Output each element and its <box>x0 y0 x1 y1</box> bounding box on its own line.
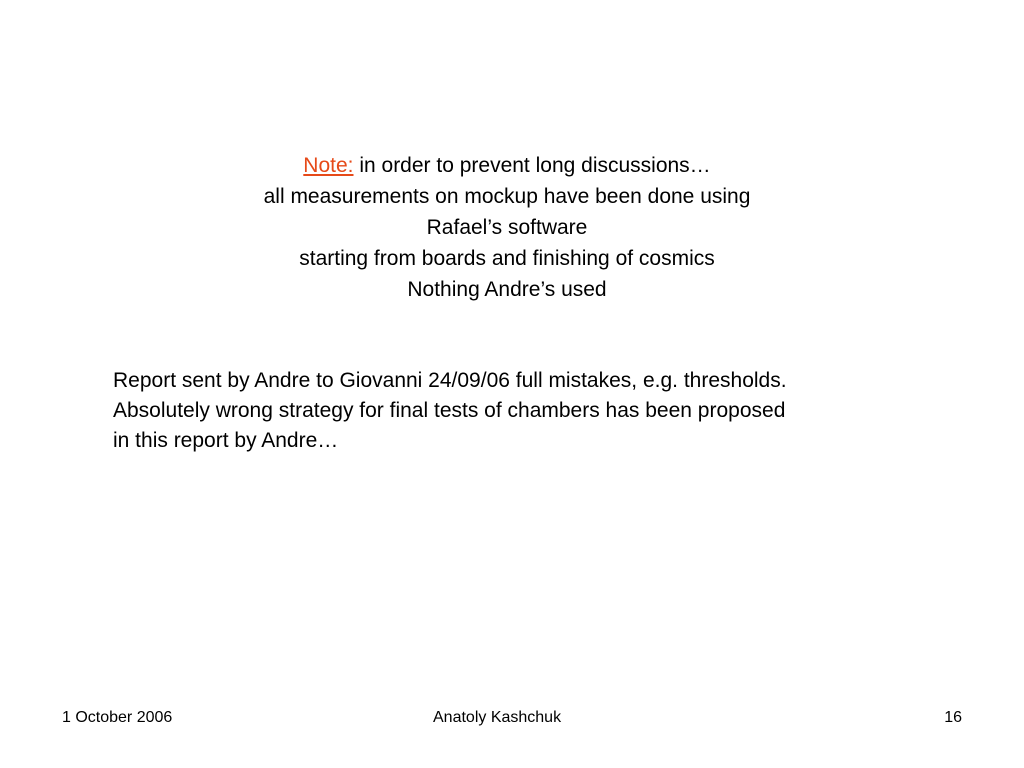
footer-page-number: 16 <box>944 709 962 726</box>
note-line-1 <box>112 150 902 181</box>
note-line-5: Nothing Andre’s used <box>407 278 607 301</box>
report-line-2: Absolutely wrong strategy for final tests of chambers has been proposed <box>113 399 786 422</box>
report-block <box>113 366 973 456</box>
note-label: Note: <box>303 154 354 177</box>
footer-author: Anatoly Kashchuk <box>433 709 562 726</box>
note-line-1-text: in order to prevent long discussions… <box>353 154 711 177</box>
note-block <box>112 150 902 305</box>
note-line-4: starting from boards and finishing of cosmics <box>299 247 715 270</box>
note-line-3: Rafael’s software <box>426 216 588 239</box>
note-line-2: all measurements on mockup have been done using <box>263 185 751 208</box>
footer-date: 1 October 2006 <box>62 709 173 726</box>
report-line-1: Report sent by Andre to Giovanni 24/09/06 full mistakes, e.g. thresholds. <box>113 369 787 392</box>
report-line-3: in this report by Andre… <box>113 429 339 452</box>
